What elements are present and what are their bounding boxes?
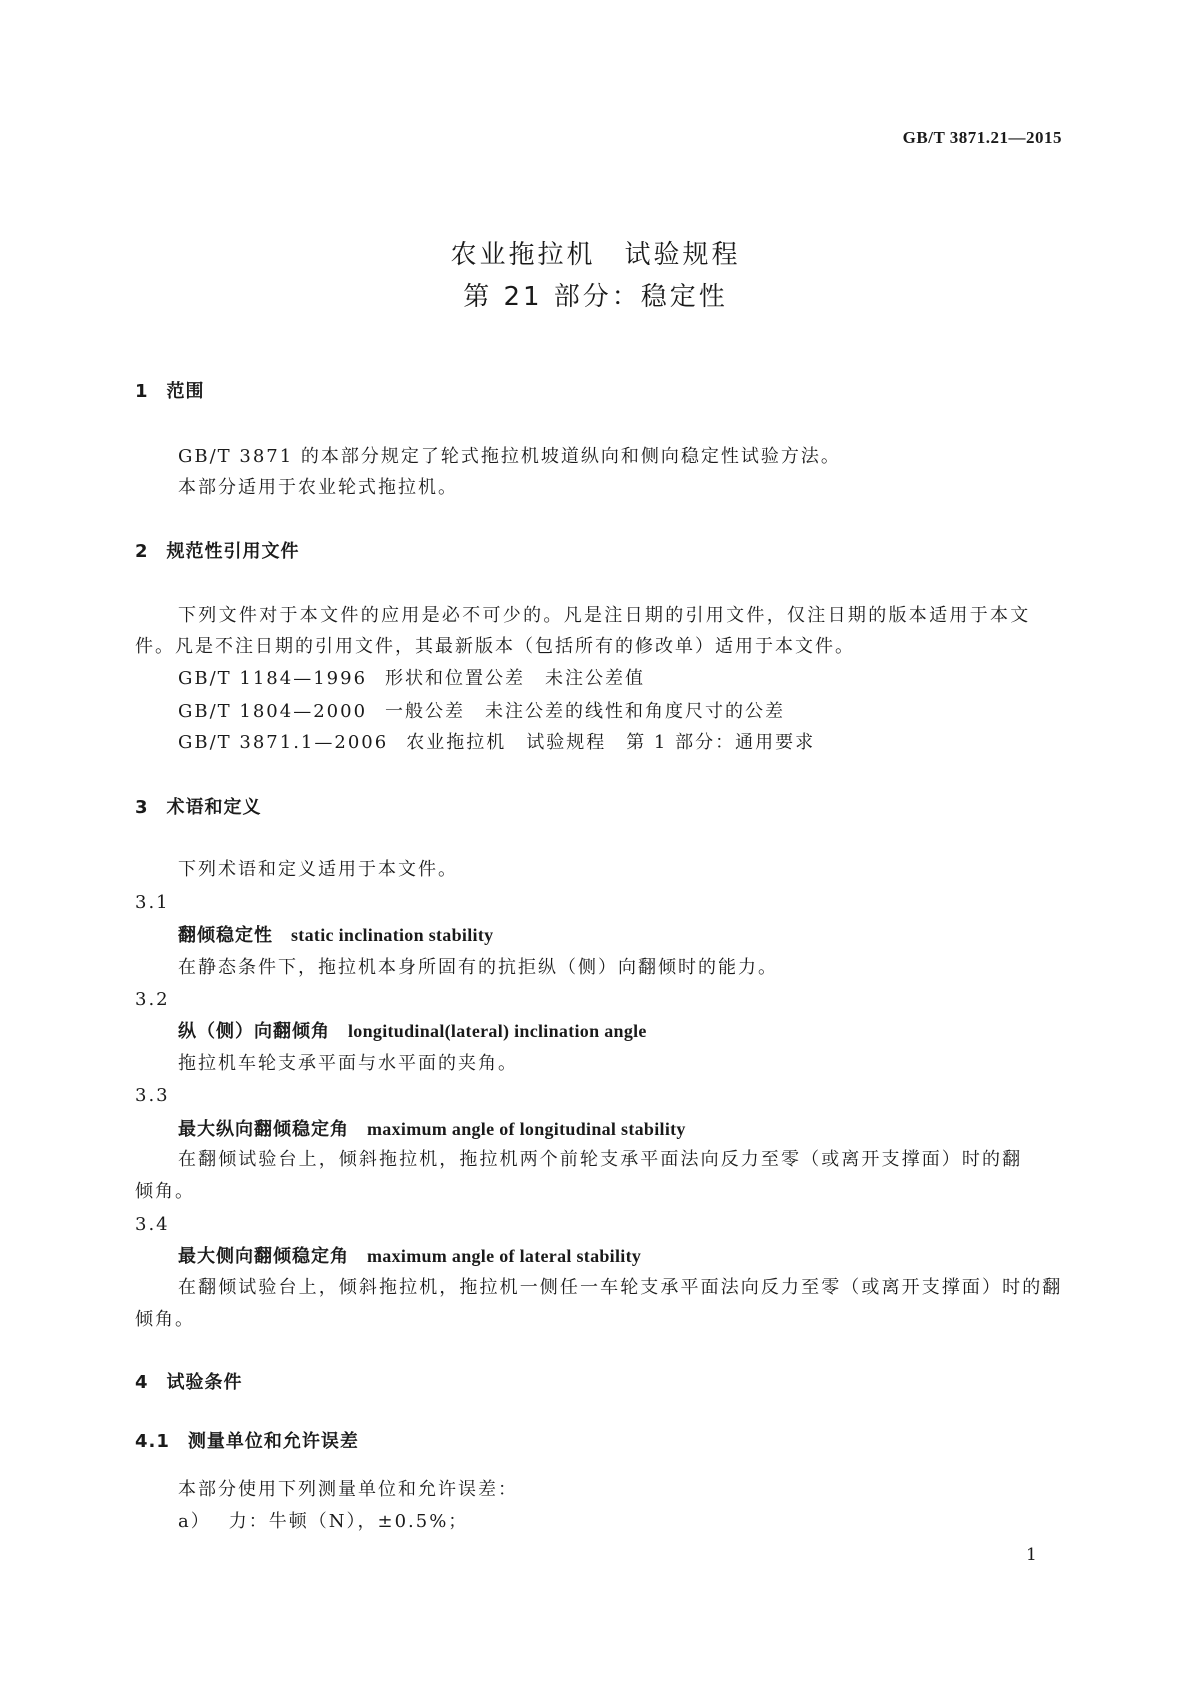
section-title: 范围 (166, 381, 205, 402)
term-zh: 最大侧向翻倾稳定角 (178, 1246, 349, 1267)
term-heading (178, 1118, 686, 1141)
section-number: 3 (135, 797, 149, 818)
section-title: 规范性引用文件 (166, 541, 300, 562)
subsection-title: 测量单位和允许误差 (187, 1431, 359, 1452)
term-heading (178, 1245, 641, 1268)
section-title: 试验条件 (166, 1372, 243, 1393)
reference-code: GB/T 1184—1996 (178, 668, 368, 689)
term-number: 3.3 (135, 1085, 170, 1106)
term-definition: 在静态条件下，拖拉机本身所固有的抗拒纵（侧）向翻倾时的能力。 (178, 957, 778, 978)
paragraph: GB/T 3871 的本部分规定了轮式拖拉机坡道纵向和侧向稳定性试验方法。 (178, 446, 841, 467)
document-subtitle: 第 21 部分：稳定性 (463, 282, 728, 312)
reference-code: GB/T 3871.1—2006 (178, 732, 389, 753)
reference-title: 一般公差 未注公差的线性和角度尺寸的公差 (385, 701, 786, 722)
standard-number: GB/T 3871.21—2015 (902, 128, 1062, 147)
reference-code: GB/T 1804—2000 (178, 701, 368, 722)
term-heading (178, 1020, 647, 1043)
term-en: maximum angle of longitudinal stability (367, 1119, 686, 1139)
section-number: 4 (135, 1372, 149, 1393)
term-heading (178, 924, 493, 947)
section-2-heading (135, 541, 300, 563)
subsection-number: 4.1 (135, 1431, 170, 1452)
section-1-heading (135, 381, 205, 403)
reference-title: 农业拖拉机 试验规程 第 1 部分：通用要求 (406, 732, 816, 753)
list-item (178, 1511, 468, 1533)
term-definition-continued: 倾角。 (135, 1309, 195, 1330)
page-number: 1 (1026, 1545, 1037, 1565)
term-zh: 最大纵向翻倾稳定角 (178, 1119, 349, 1140)
term-number: 3.4 (135, 1214, 170, 1235)
section-4-heading (135, 1372, 243, 1394)
paragraph: 本部分适用于农业轮式拖拉机。 (178, 477, 458, 498)
section-number: 1 (135, 381, 149, 402)
reference-title: 形状和位置公差 未注公差值 (385, 668, 646, 689)
term-definition: 在翻倾试验台上，倾斜拖拉机，拖拉机两个前轮支承平面法向反力至零（或离开支撑面）时的翻 (178, 1149, 1023, 1170)
paragraph: 下列术语和定义适用于本文件。 (178, 859, 458, 880)
list-text: 力：牛顿（N），±0.5%； (228, 1511, 469, 1532)
term-zh: 翻倾稳定性 (178, 925, 273, 946)
paragraph-continued: 件。凡是不注日期的引用文件，其最新版本（包括所有的修改单）适用于本文件。 (135, 636, 855, 657)
term-definition: 拖拉机车轮支承平面与水平面的夹角。 (178, 1053, 518, 1074)
term-number: 3.1 (135, 892, 170, 913)
term-en: longitudinal(lateral) inclination angle (348, 1021, 647, 1041)
section-title: 术语和定义 (166, 797, 262, 818)
term-definition-continued: 倾角。 (135, 1181, 195, 1202)
document-title: 农业拖拉机 试验规程 (450, 240, 741, 270)
term-en: static inclination stability (291, 925, 494, 945)
list-label: a） (178, 1511, 211, 1532)
reference-item (178, 701, 785, 723)
reference-item (178, 732, 815, 754)
term-number: 3.2 (135, 989, 170, 1010)
term-en: maximum angle of lateral stability (367, 1246, 642, 1266)
reference-item (178, 668, 645, 690)
paragraph: 本部分使用下列测量单位和允许误差： (178, 1479, 518, 1500)
term-zh: 纵（侧）向翻倾角 (178, 1021, 330, 1042)
section-number: 2 (135, 541, 149, 562)
term-definition: 在翻倾试验台上，倾斜拖拉机，拖拉机一侧任一车轮支承平面法向反力至零（或离开支撑面）时的翻 (178, 1277, 1063, 1298)
subsection-4-1-heading (135, 1431, 359, 1453)
section-3-heading (135, 797, 262, 819)
paragraph: 下列文件对于本文件的应用是必不可少的。凡是注日期的引用文件，仅注日期的版本适用于本文 (178, 605, 1031, 626)
